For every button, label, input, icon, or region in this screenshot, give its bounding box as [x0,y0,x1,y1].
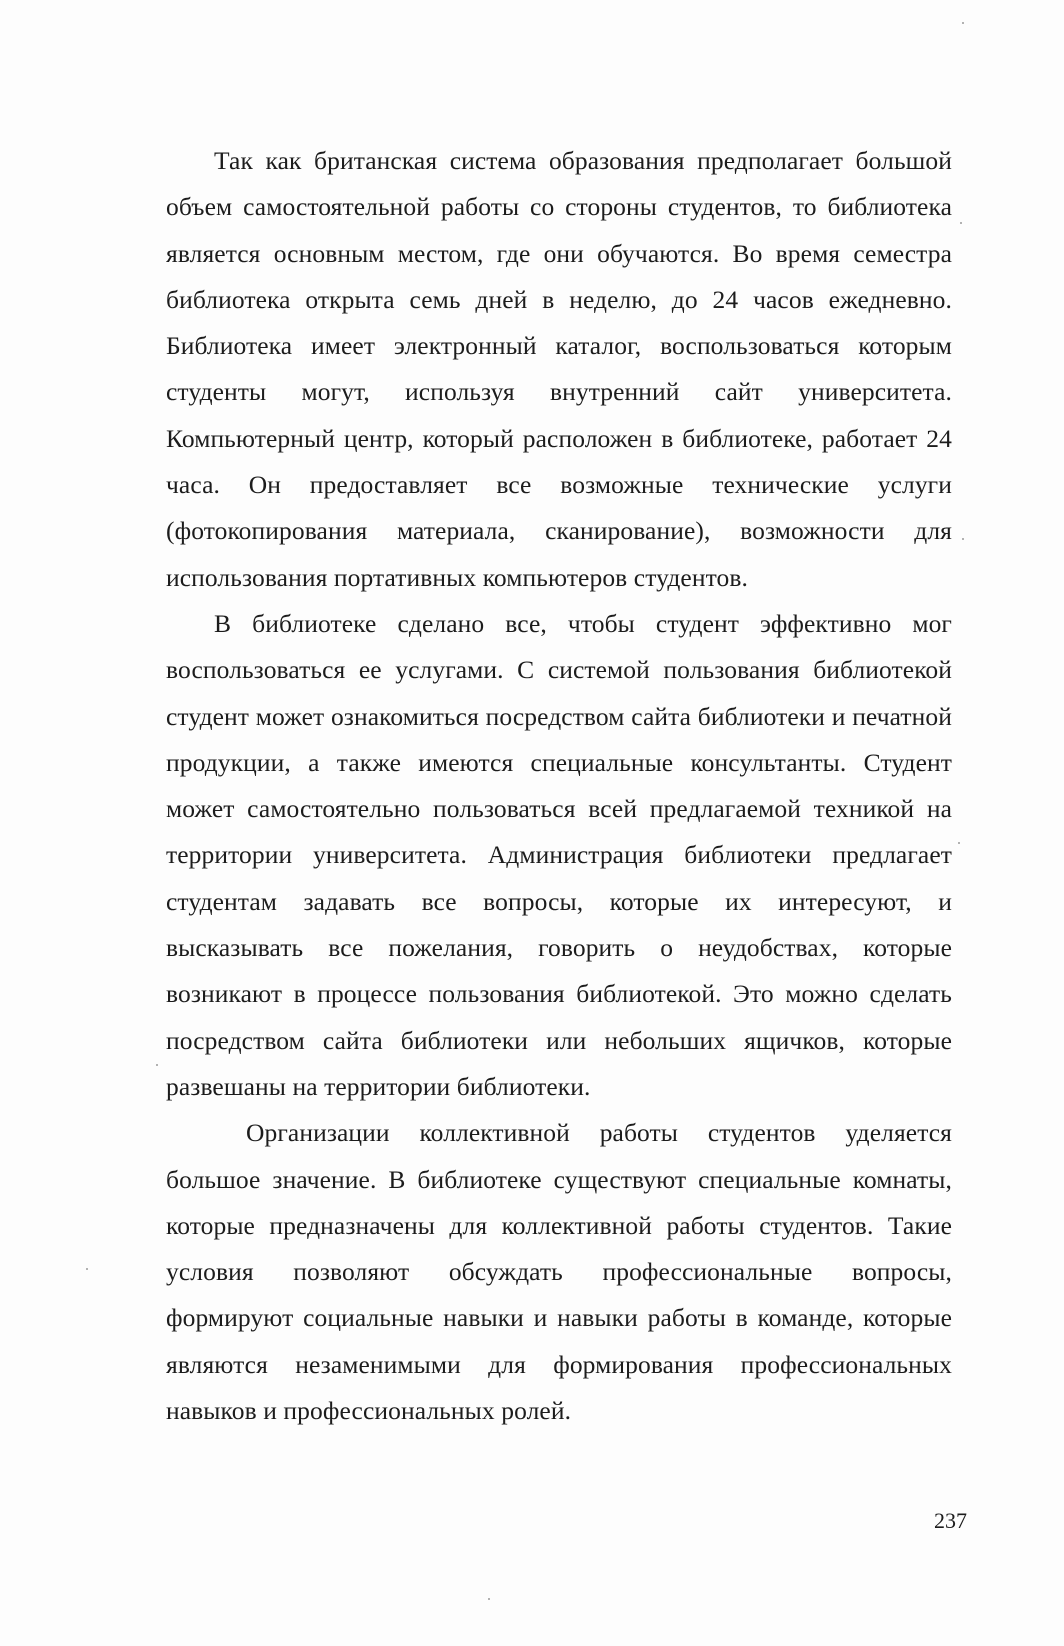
scan-speck [156,1064,158,1066]
scan-speck [960,222,962,224]
scan-speck [962,538,964,540]
scan-speck [86,1268,88,1270]
paragraph-library-services: В библиотеке сделано все, чтобы студент эффективно мог воспользоваться ее услугами. С системой пользования библиотекой студент может ознакомиться посредством сайта библиотеки и печатной продукции, а также имеются специальные консультанты. Студент может самостоятельно пользоваться всей предлагаемой техникой на территории университета. Администрация библиотеки предлагает студентам задавать все вопросы, которые их интересуют, и высказывать все пожелания, говорить о неудобствах, которые возникают в процессе пользования библиотекой. Это можно сделать посредством сайта библиотеки или небольших ящичков, которые развешаны на территории библиотеки. [166,608,952,1101]
page-number: 237 [934,1508,967,1533]
document-body [166,138,952,1434]
scan-speck [488,1598,490,1600]
scan-speck [962,22,964,24]
paragraph-collective-work: Организации коллективной работы студентов уделяется большое значение. В библиотеке существуют специальные комнаты, которые предназначены для коллективной работы студентов. Такие условия позволяют обсуждать профессиональные вопросы, формируют социальные навыки и навыки работы в команде, которые являются незаменимыми для формирования профессиональных навыков и профессиональных ролей. [166,1118,952,1426]
scan-speck [958,842,960,844]
paragraph-library-overview: Так как британская система образования предполагает большой объем самостоятельной работы со стороны студентов, то библиотека является основным местом, где они обучаются. Во время семестра библиотека открыта семь дней в неделю, до 24 часов ежедневно. Библиотека имеет электронный каталог, воспользоваться которым студенты могут, используя внутренний сайт университета. Компьютерный центр, который расположен в библиотеке, работает 24 часа. Он предоставляет все возможные технические услуги (фотокопирования материала, сканирование), возможности для использования портативных компьютеров студентов. [166,146,952,592]
